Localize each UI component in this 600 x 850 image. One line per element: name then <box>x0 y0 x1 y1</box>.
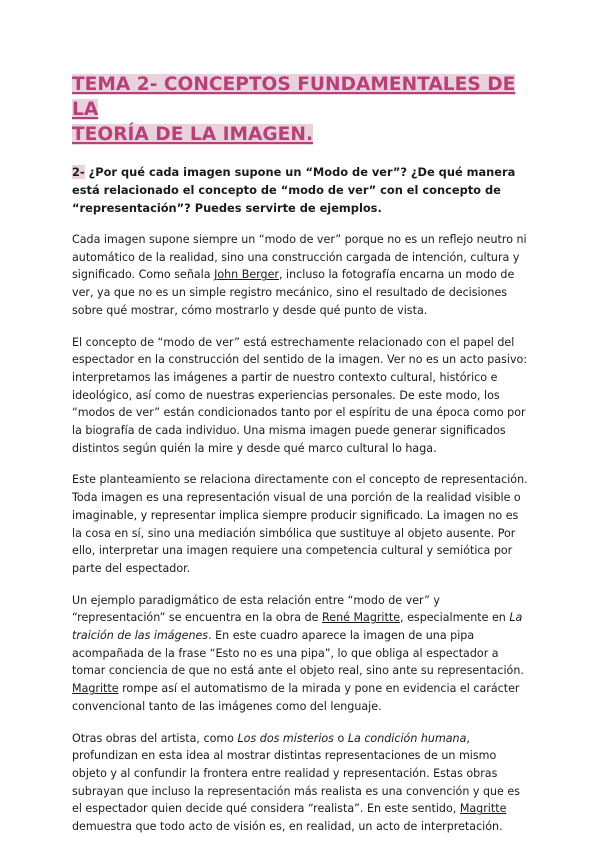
paragraph-4 <box>72 592 528 716</box>
paragraph-1-text-b: , incluso la fotografía encarna un modo de ver, ya que no es un simple registro mecánico, sino el resultado de decisiones sobre qué mostrar, cómo mostrarlo y desde qué punto de vista. <box>72 268 515 317</box>
magritte-link-1[interactable]: Magritte <box>72 682 119 696</box>
title-line-2: TEORÍA DE LA IMAGEN. <box>72 124 314 145</box>
paragraph-3: Este planteamiento se relaciona directamente con el concepto de representación. Toda imagen es una representación visual de una porción de la realidad visible o imaginable, y representar implica siempre producir significado. La imagen no es la cosa en sí, sino una mediación simbólica que sustituye al objeto ausente. Por ello, interpretar una imagen requiere una competencia cultural y semiótica por parte del espectador. <box>72 473 528 575</box>
paragraph-1 <box>72 231 528 320</box>
paragraph-1-text-a: Cada imagen supone siempre un “modo de ver” porque no es un reflejo neutro ni automático de la realidad, sino una construcción cargada de intención, cultura y significado. Como señala <box>72 233 527 282</box>
paragraph-4-text-d: rompe así el automatismo de la mirada y pone en evidencia el carácter convencional tanto de las imágenes como del lenguaje. <box>72 682 520 713</box>
paragraph-5-text-d: demuestra que todo acto de visión es, en realidad, un acto de interpretación. <box>72 820 503 834</box>
paragraph-2: El concepto de “modo de ver” está estrechamente relacionado con el papel del espectador en la construcción del sentido de la imagen. Ver no es un acto pasivo: interpretamos las imágenes a partir de nuestro contexto cultural, histórico e ideológico, así como de nuestras experiencias personales. De este modo, los “modos de ver” están condicionados tanto por el espíritu de una época como por la biografía de cada individuo. Una misma imagen puede generar significados distintos según quién la mire y desde qué marco cultural lo haga. <box>72 335 528 455</box>
question-number: 2- <box>72 165 85 179</box>
paragraph-4-text-c: . En este cuadro aparece la imagen de una pipa acompañada de la frase “Esto no es una pipa”, lo que obliga al espectador a tomar conciencia de que no está ante el objeto real, sino ante su representación. <box>72 629 524 678</box>
artwork-title-traicion: La traición de las imágenes <box>72 611 523 643</box>
artwork-title-condicion-humana: La condición humana <box>347 731 467 745</box>
john-berger-link[interactable]: John Berger <box>214 268 279 282</box>
magritte-link-2[interactable]: Magritte <box>459 802 507 816</box>
document-page <box>72 72 528 850</box>
question-heading <box>72 163 528 217</box>
paragraph-5-text-b: o <box>333 731 348 745</box>
artwork-title-dos-misterios: Los dos misterios <box>237 731 334 745</box>
title-line-1: TEMA 2- CONCEPTOS FUNDAMENTALES DE LA <box>72 74 516 120</box>
paragraph-5 <box>72 730 528 836</box>
paragraph-5-text-c: , profundizan en esta idea al mostrar distintas representaciones de un mismo objeto y al confundir la frontera entre realidad y representación. Estas obras subrayan que incluso la representación más realista es una convención y que es el espectador quien decide qué considera “realista”. En este sentido, <box>72 731 520 816</box>
page-title <box>72 72 528 147</box>
paragraph-4-text-a: Un ejemplo paradigmático de esta relación entre “modo de ver” y “representación” se encuentra en la obra de <box>72 593 440 625</box>
question-text: ¿Por qué cada imagen supone un “Modo de ver”? ¿De qué manera está relacionado el concepto de “modo de ver” con el concepto de “representación”? Puedes servirte de ejemplos. <box>72 165 516 215</box>
rene-magritte-link[interactable]: René Magritte <box>322 611 401 625</box>
paragraph-4-text-b: , especialmente en <box>400 611 510 625</box>
paragraph-5-text-a: Otras obras del artista, como <box>72 731 238 745</box>
